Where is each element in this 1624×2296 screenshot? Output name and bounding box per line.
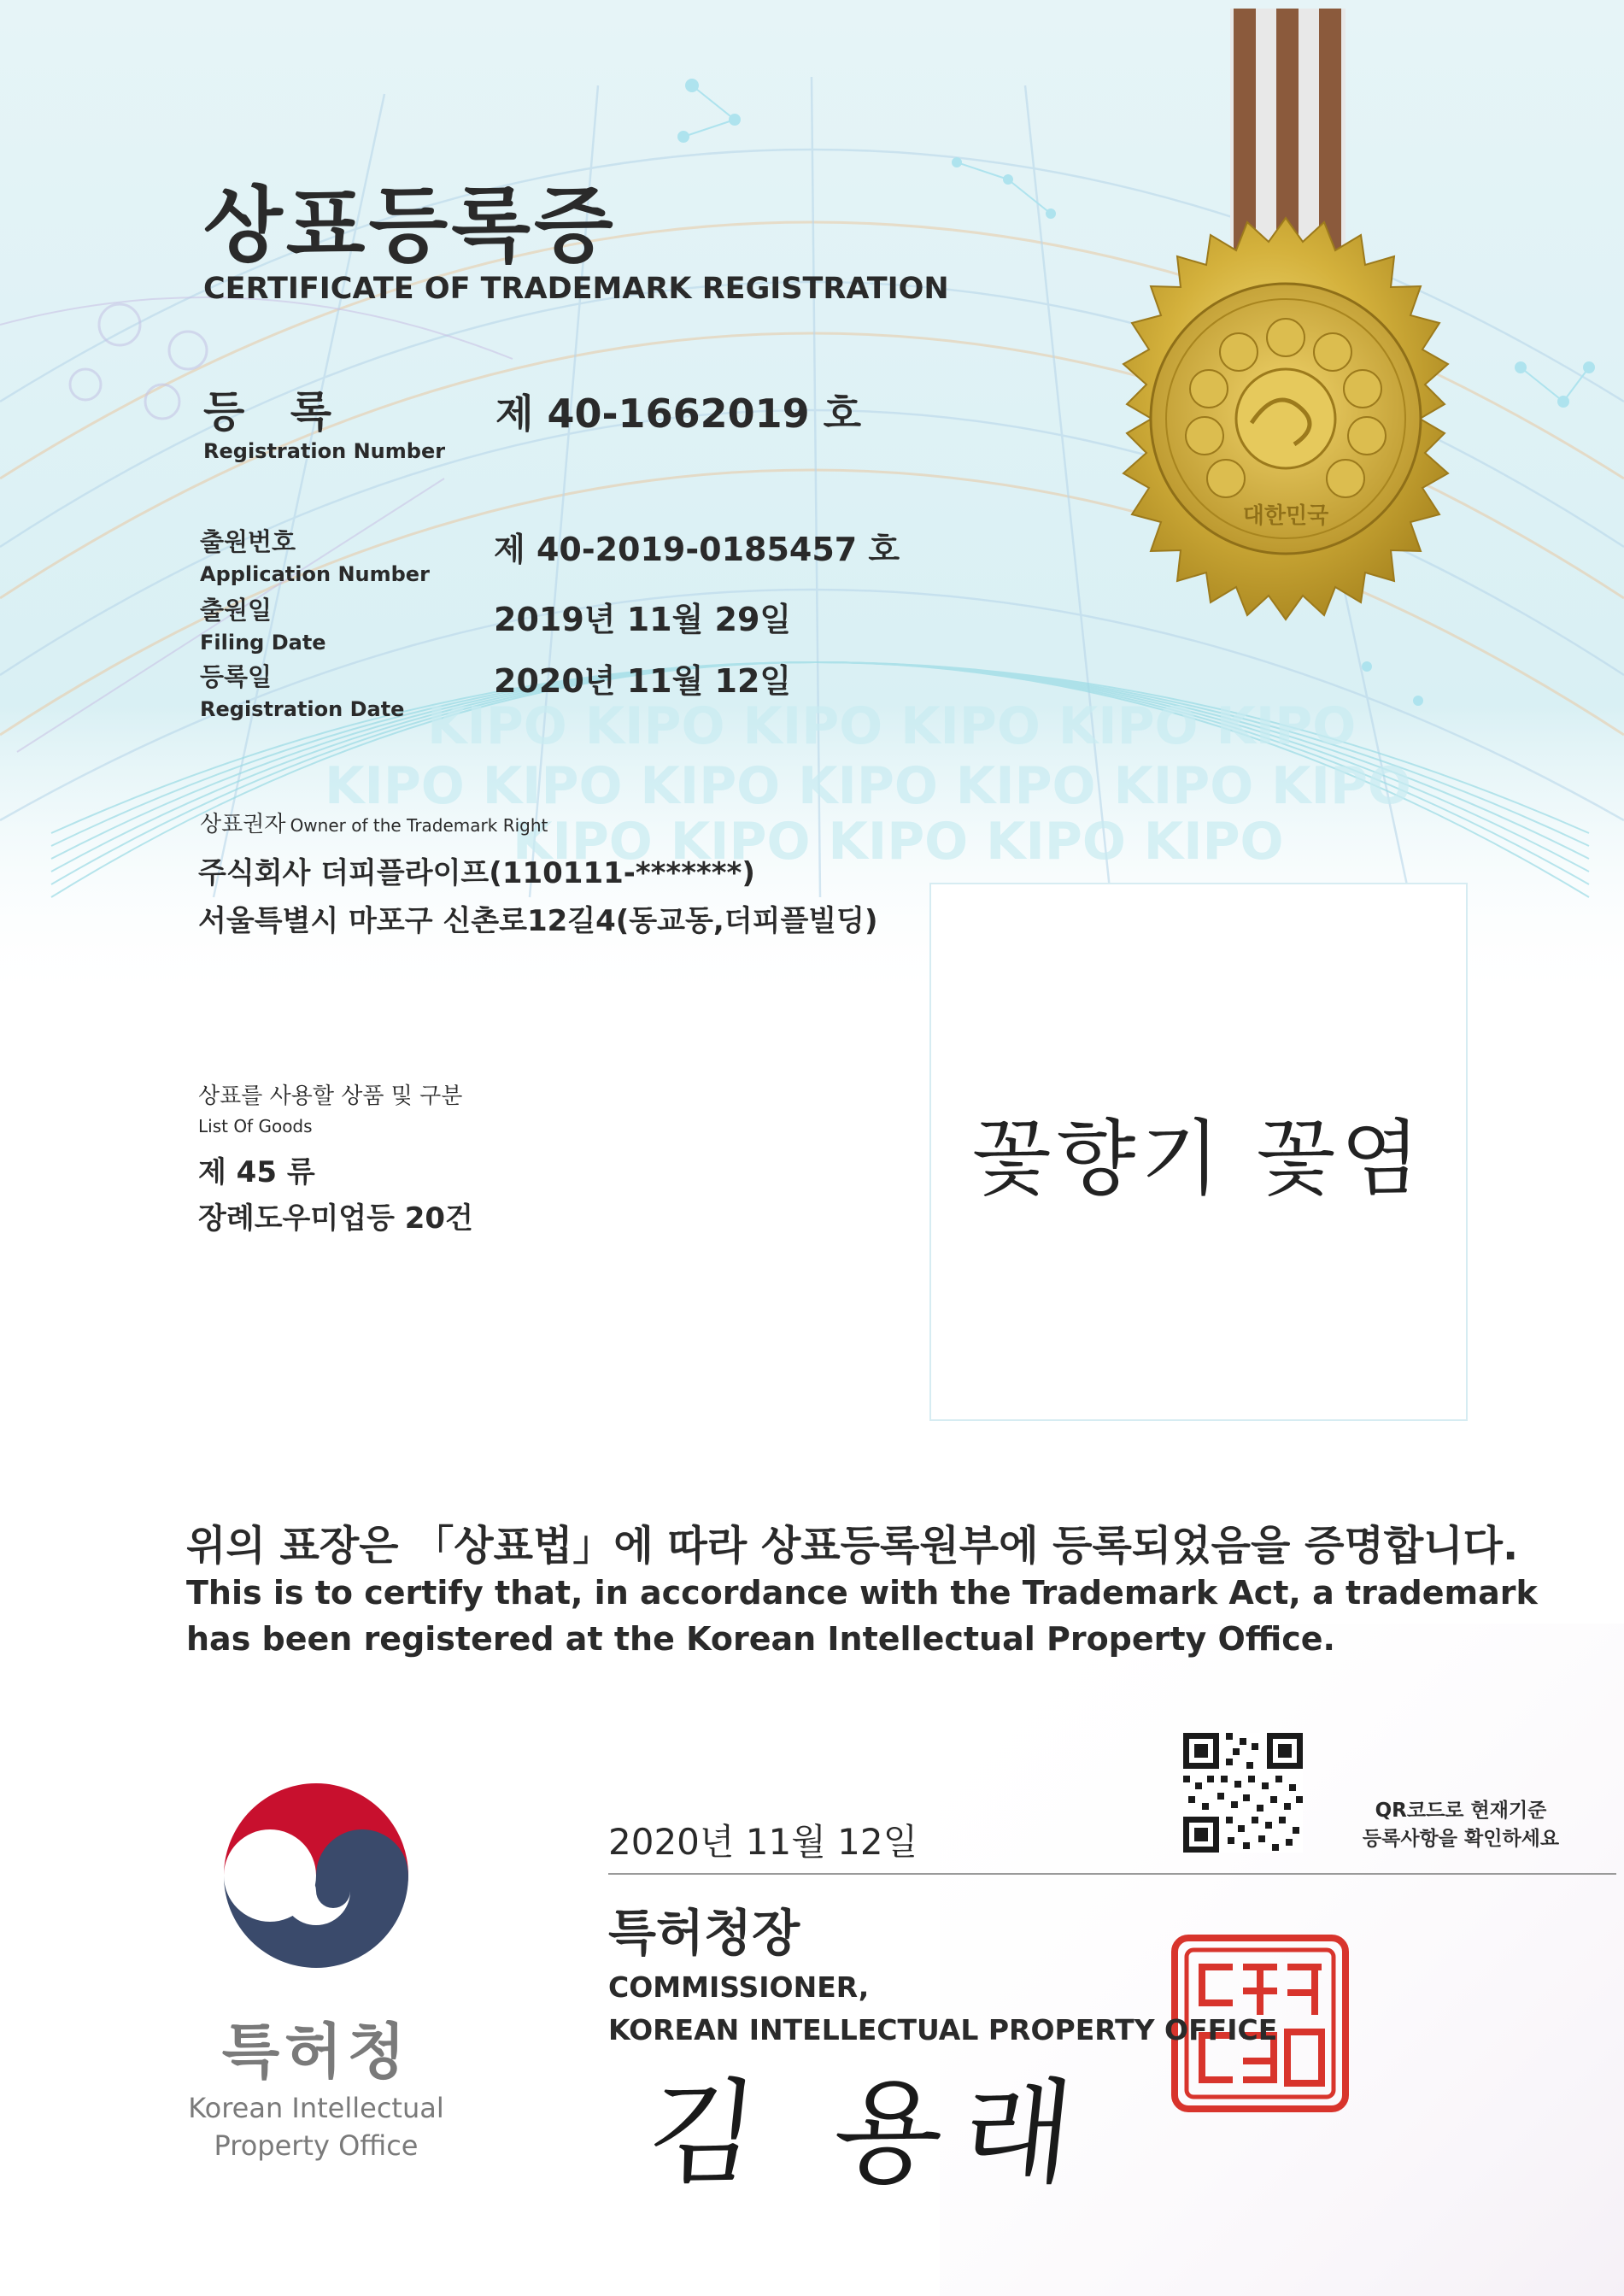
qr-note-line2: 등록사항을 확인하세요 [1362, 1828, 1560, 1850]
application-number-label-en: Application Number [200, 562, 430, 586]
office-name-ko: 특허청 [221, 2017, 411, 2087]
filing-date: 2019년 11월 29일 [494, 601, 792, 638]
certification-en-line2: has been registered at the Korean Intellectual Property Office. [186, 1620, 1335, 1658]
registration-label-ko: 등 록 [203, 387, 348, 437]
registration-date: 2020년 11월 12일 [494, 662, 792, 700]
certificate-title: 상표등록증 [203, 178, 617, 273]
qr-note-line1: QR코드로 현재기준 [1375, 1800, 1547, 1822]
gold-seal-text: 대한민국 [1242, 503, 1329, 529]
office-name-en-line2: Property Office [214, 2129, 419, 2162]
registration-label-en: Registration Number [203, 439, 446, 463]
office-name-en-line1: Korean Intellectual [188, 2092, 444, 2124]
commissioner-en-line2: KOREAN INTELLECTUAL PROPERTY OFFICE [608, 2013, 1278, 2046]
goods-label-en: List Of Goods [198, 1116, 313, 1136]
owner-address: 서울특별시 마포구 신촌로12길4(동교동,더피플빌딩) [198, 904, 878, 938]
owner-label-ko: 상표권자 [200, 812, 286, 837]
certification-ko: 위의 표장은 「상표법」에 따라 상표등록원부에 등록되었음을 증명합니다. [186, 1522, 1519, 1570]
trademark-text: 꽃향기 꽃염 [971, 1111, 1426, 1207]
owner-name: 주식회사 더피플라이프(110111-*******) [198, 856, 755, 890]
issue-divider [608, 1873, 1616, 1875]
certificate-subtitle: CERTIFICATE OF TRADEMARK REGISTRATION [203, 272, 949, 306]
registration-date-label-en: Registration Date [200, 697, 405, 721]
svg-text:KIPO KIPO KIPO KIPO KIPO: KIPO KIPO KIPO KIPO KIPO KIPO KIPO [325, 756, 1411, 816]
application-number: 제 40-2019-0185457 호 [494, 531, 900, 568]
goods-label-ko: 상표를 사용할 상품 및 구분 [198, 1083, 463, 1109]
registration-date-label-ko: 등록일 [200, 662, 273, 691]
commissioner-signature: 김 용래 [641, 2068, 1100, 2199]
qr-note [1333, 1794, 1589, 1851]
application-number-label-ko: 출원번호 [200, 527, 296, 556]
issue-date: 2020년 11월 12일 [608, 1821, 918, 1863]
svg-text:KIPO KIPO KIPO KIPO KIPO: KIPO KIPO KIPO KIPO KIPO [513, 812, 1284, 872]
owner-label [200, 807, 548, 838]
owner-label-en: Owner of the Trademark Right [290, 815, 548, 836]
certification-en-line1: This is to certify that, in accordance with the Trademark Act, a trademark [186, 1574, 1538, 1612]
commissioner-ko: 특허청장 [608, 1904, 800, 1962]
registration-number: 제 40-1662019 호 [495, 390, 862, 437]
commissioner-en-line1: COMMISSIONER, [608, 1970, 870, 2004]
svg-text:KIPO KIPO KIPO KIPO KIPO: KIPO KIPO KIPO KIPO KIPO KIPO [427, 696, 1357, 756]
filing-date-label-en: Filing Date [200, 631, 326, 655]
goods-items: 장례도우미업등 20건 [198, 1201, 473, 1236]
trademark-box [929, 883, 1468, 1421]
filing-date-label-ko: 출원일 [200, 596, 273, 625]
goods-class: 제 45 류 [198, 1155, 315, 1189]
